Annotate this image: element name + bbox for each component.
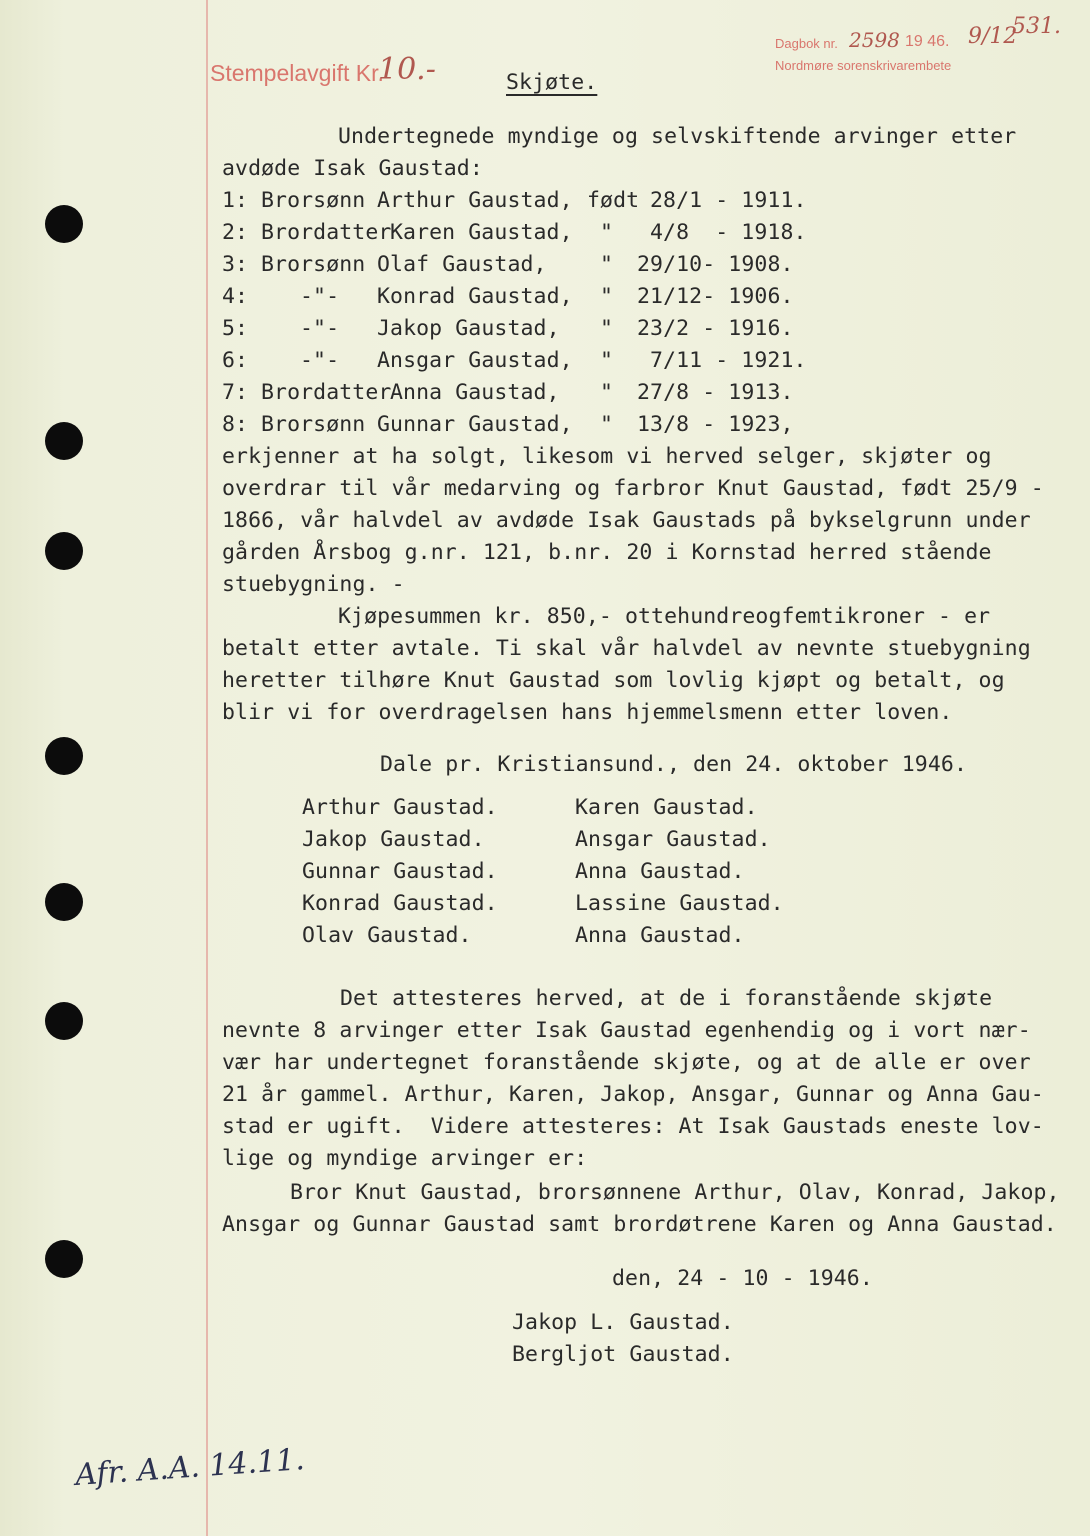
heir-number: 1:	[222, 188, 249, 213]
attest-line: nevnte 8 arvinger etter Isak Gaustad egenhendig og i vort nær-	[222, 1018, 1031, 1043]
attest-line: Ansgar og Gunnar Gaustad samt brordøtrene Karen og Anna Gaustad.	[222, 1212, 1057, 1237]
journal-number: 2598	[849, 28, 900, 52]
heir-relation: Brordatter	[261, 220, 392, 245]
attest-line: Bror Knut Gaustad, brorsønnene Arthur, Olav, Konrad, Jakop,	[290, 1180, 1060, 1205]
heir-relation: Brorsønn	[261, 188, 366, 213]
body-line: heretter tilhøre Knut Gaustad som lovlig kjøpt og betalt, og	[222, 668, 1005, 693]
heir-name: Arthur Gaustad,	[377, 188, 573, 213]
margin-note: Afr. A.A. 14.11.	[74, 1442, 306, 1493]
journal-stamp-label: Dagbok nr.	[775, 36, 838, 51]
place-date: Dale pr. Kristiansund., den 24. oktober 1946.	[380, 752, 967, 777]
intro-line: Undertegnede myndige og selvskiftende arvinger etter	[338, 124, 1017, 149]
heir-date: 29/10- 1908.	[637, 252, 794, 277]
heir-number: 4:	[222, 284, 249, 309]
attest-date: den, 24 - 10 - 1946.	[612, 1266, 873, 1291]
document-title: Skjøte.	[506, 70, 598, 95]
heir-date: 27/8 - 1913.	[637, 380, 794, 405]
journal-date: 9/12	[968, 24, 1018, 49]
witness-name: Bergljot Gaustad.	[512, 1342, 734, 1367]
heir-date: 21/12- 1906.	[637, 284, 794, 309]
signature-name: Anna Gaustad.	[575, 859, 745, 884]
heir-name: Olaf Gaustad,	[377, 252, 547, 277]
stamp-duty-label: Stempelavgift Kr.	[210, 60, 384, 86]
signature-name: Karen Gaustad.	[575, 795, 758, 820]
heir-number: 7:	[222, 380, 249, 405]
attest-line: stad er ugift. Videre attesteres: At Isak Gaustads eneste lov-	[222, 1114, 1044, 1139]
heir-name: Gunnar Gaustad,	[377, 412, 573, 437]
punch-hole	[45, 1240, 83, 1278]
signature-name: Lassine Gaustad.	[575, 891, 784, 916]
heir-name: Konrad Gaustad,	[377, 284, 573, 309]
body-line: Kjøpesummen kr. 850,- ottehundreogfemtikroner - er	[338, 604, 991, 629]
heir-date: 23/2 - 1916.	[637, 316, 794, 341]
body-line: erkjenner at ha solgt, likesom vi herved selger, skjøter og	[222, 444, 992, 469]
heir-relation: Brorsønn	[261, 252, 366, 277]
heir-relation: -"-	[300, 348, 340, 373]
signature-name: Gunnar Gaustad.	[302, 859, 498, 884]
intro-line: avdøde Isak Gaustad:	[222, 156, 483, 181]
punch-hole	[45, 737, 83, 775]
punch-hole	[45, 883, 83, 921]
heir-born: "	[600, 220, 614, 245]
heir-born: født	[587, 188, 640, 213]
heir-number: 8:	[222, 412, 249, 437]
punch-hole	[45, 422, 83, 460]
heir-relation: Brordatter	[261, 380, 392, 405]
heir-name: Anna Gaustad,	[390, 380, 560, 405]
heir-date: 7/11 - 1921.	[650, 348, 807, 373]
heir-date: 13/8 - 1923,	[637, 412, 794, 437]
attest-line: lige og myndige arvinger er:	[222, 1146, 588, 1171]
heir-relation: -"-	[300, 316, 340, 341]
heir-name: Karen Gaustad,	[390, 220, 573, 245]
signature-name: Ansgar Gaustad.	[575, 827, 771, 852]
heir-born: "	[600, 252, 614, 277]
attest-line: 21 år gammel. Arthur, Karen, Jakop, Ansgar, Gunnar og Anna Gau-	[222, 1082, 1044, 1107]
heir-born: "	[600, 284, 614, 309]
heir-born: "	[600, 412, 614, 437]
journal-year: 19 46.	[905, 33, 950, 50]
signature-name: Jakop Gaustad.	[302, 827, 485, 852]
body-line: stuebygning. -	[222, 572, 405, 597]
heir-born: "	[600, 380, 614, 405]
heir-date: 28/1 - 1911.	[650, 188, 807, 213]
heir-number: 3:	[222, 252, 249, 277]
attest-line: Det attesteres herved, at de i foranstående skjøte	[340, 986, 993, 1011]
signature-name: Anna Gaustad.	[575, 923, 745, 948]
heir-number: 2:	[222, 220, 249, 245]
heir-born: "	[600, 316, 614, 341]
witness-name: Jakop L. Gaustad.	[512, 1310, 734, 1335]
punch-hole	[45, 205, 83, 243]
punch-hole	[45, 1002, 83, 1040]
signature-name: Konrad Gaustad.	[302, 891, 498, 916]
punch-hole	[45, 532, 83, 570]
margin-rule	[206, 0, 208, 1536]
heir-date: 4/8 - 1918.	[650, 220, 807, 245]
heir-born: "	[600, 348, 614, 373]
journal-stamp-office: Nordmøre sorenskrivarembete	[775, 58, 952, 73]
heir-number: 5:	[222, 316, 249, 341]
signature-name: Arthur Gaustad.	[302, 795, 498, 820]
heir-name: Jakop Gaustad,	[377, 316, 560, 341]
page-number: 531.	[1012, 14, 1061, 39]
stamp-duty-amount: 10.-	[378, 52, 436, 87]
attest-line: vær har undertegnet foranstående skjøte, og at de alle er over	[222, 1050, 1031, 1075]
body-line: blir vi for overdragelsen hans hjemmelsmenn etter loven.	[222, 700, 953, 725]
body-line: overdrar til vår medarving og farbror Knut Gaustad, født 25/9 -	[222, 476, 1044, 501]
heir-relation: -"-	[300, 284, 340, 309]
body-line: gården Årsbog g.nr. 121, b.nr. 20 i Kornstad herred stående	[222, 540, 992, 565]
signature-name: Olav Gaustad.	[302, 923, 472, 948]
heir-relation: Brorsønn	[261, 412, 366, 437]
body-line: 1866, vår halvdel av avdøde Isak Gaustads på bykselgrunn under	[222, 508, 1031, 533]
heir-name: Ansgar Gaustad,	[377, 348, 573, 373]
heir-number: 6:	[222, 348, 249, 373]
body-line: betalt etter avtale. Ti skal vår halvdel av nevnte stuebygning	[222, 636, 1031, 661]
